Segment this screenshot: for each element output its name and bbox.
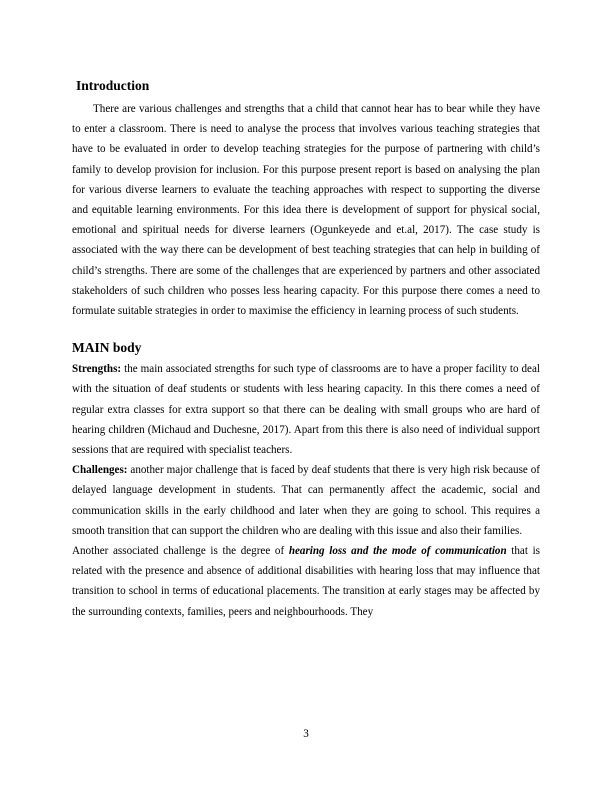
hearing-loss-emphasis: hearing loss and the mode of communication xyxy=(288,545,507,558)
hearing-loss-paragraph xyxy=(72,541,540,622)
page-number: 3 xyxy=(303,728,309,740)
introduction-heading: Introduction xyxy=(76,78,150,93)
strengths-label: Strengths: xyxy=(72,363,122,376)
main-body-heading: MAIN body xyxy=(72,340,142,356)
hearing-loss-text-after: that is related with the presence and absence of additional disabilities with hearing loss that may influence that transition to school in terms of educational placements. The transition at early stages may be affected by the surrounding contexts, families, peers and neighbourhoods. They xyxy=(72,545,540,618)
challenges-label: Challenges: xyxy=(72,464,128,477)
introduction-paragraph: There are various challenges and strengths that a child that cannot hear has to bear while they have to enter a classroom. There is need to analyse the process that involves various teaching strategies that have to be evaluated in order to develop teaching strategies for the purpose of partnering with child’s family to develop provision for inclusion. For this purpose present report is based on analysing the plan for various diverse learners to evaluate the teaching approaches with respect to supporting the diverse and equitable learning environments. For this idea there is development of support for physical social, emotional and spiritual needs for diverse learners (Ogunkeyede and et.al, 2017). The case study is associated with the way there can be development of best teaching strategies that can help in building of child’s strengths. There are some of the challenges that are experienced by partners and other associated stakeholders of such children who posses less hearing capacity. For this purpose there comes a need to formulate suitable strategies in order to maximise the efficiency in learning process of such students. xyxy=(72,103,540,318)
strengths-text: the main associated strengths for such type of classrooms are to have a proper facility to deal with the situation of deaf students or students with less hearing capacity. In this there comes a need of regular extra classes for extra support so that there can be dealing with small groups who are hard of hearing children (Michaud and Duchesne, 2017). Apart from this there is also need of individual support sessions that are required with specialist teachers. xyxy=(72,363,540,457)
challenges-text: another major challenge that is faced by deaf students that there is very high risk because of delayed language development in students. That can permanently affect the academic, social and communication skills in the early childhood and later when they are going to school. This requires a smooth transition that can support the children who are dealing with this issue and also their families. xyxy=(72,464,540,537)
hearing-loss-text-before: Another associated challenge is the degree of xyxy=(72,545,289,558)
strengths-paragraph xyxy=(72,359,540,460)
challenges-paragraph xyxy=(72,460,540,541)
page-content xyxy=(72,76,540,622)
